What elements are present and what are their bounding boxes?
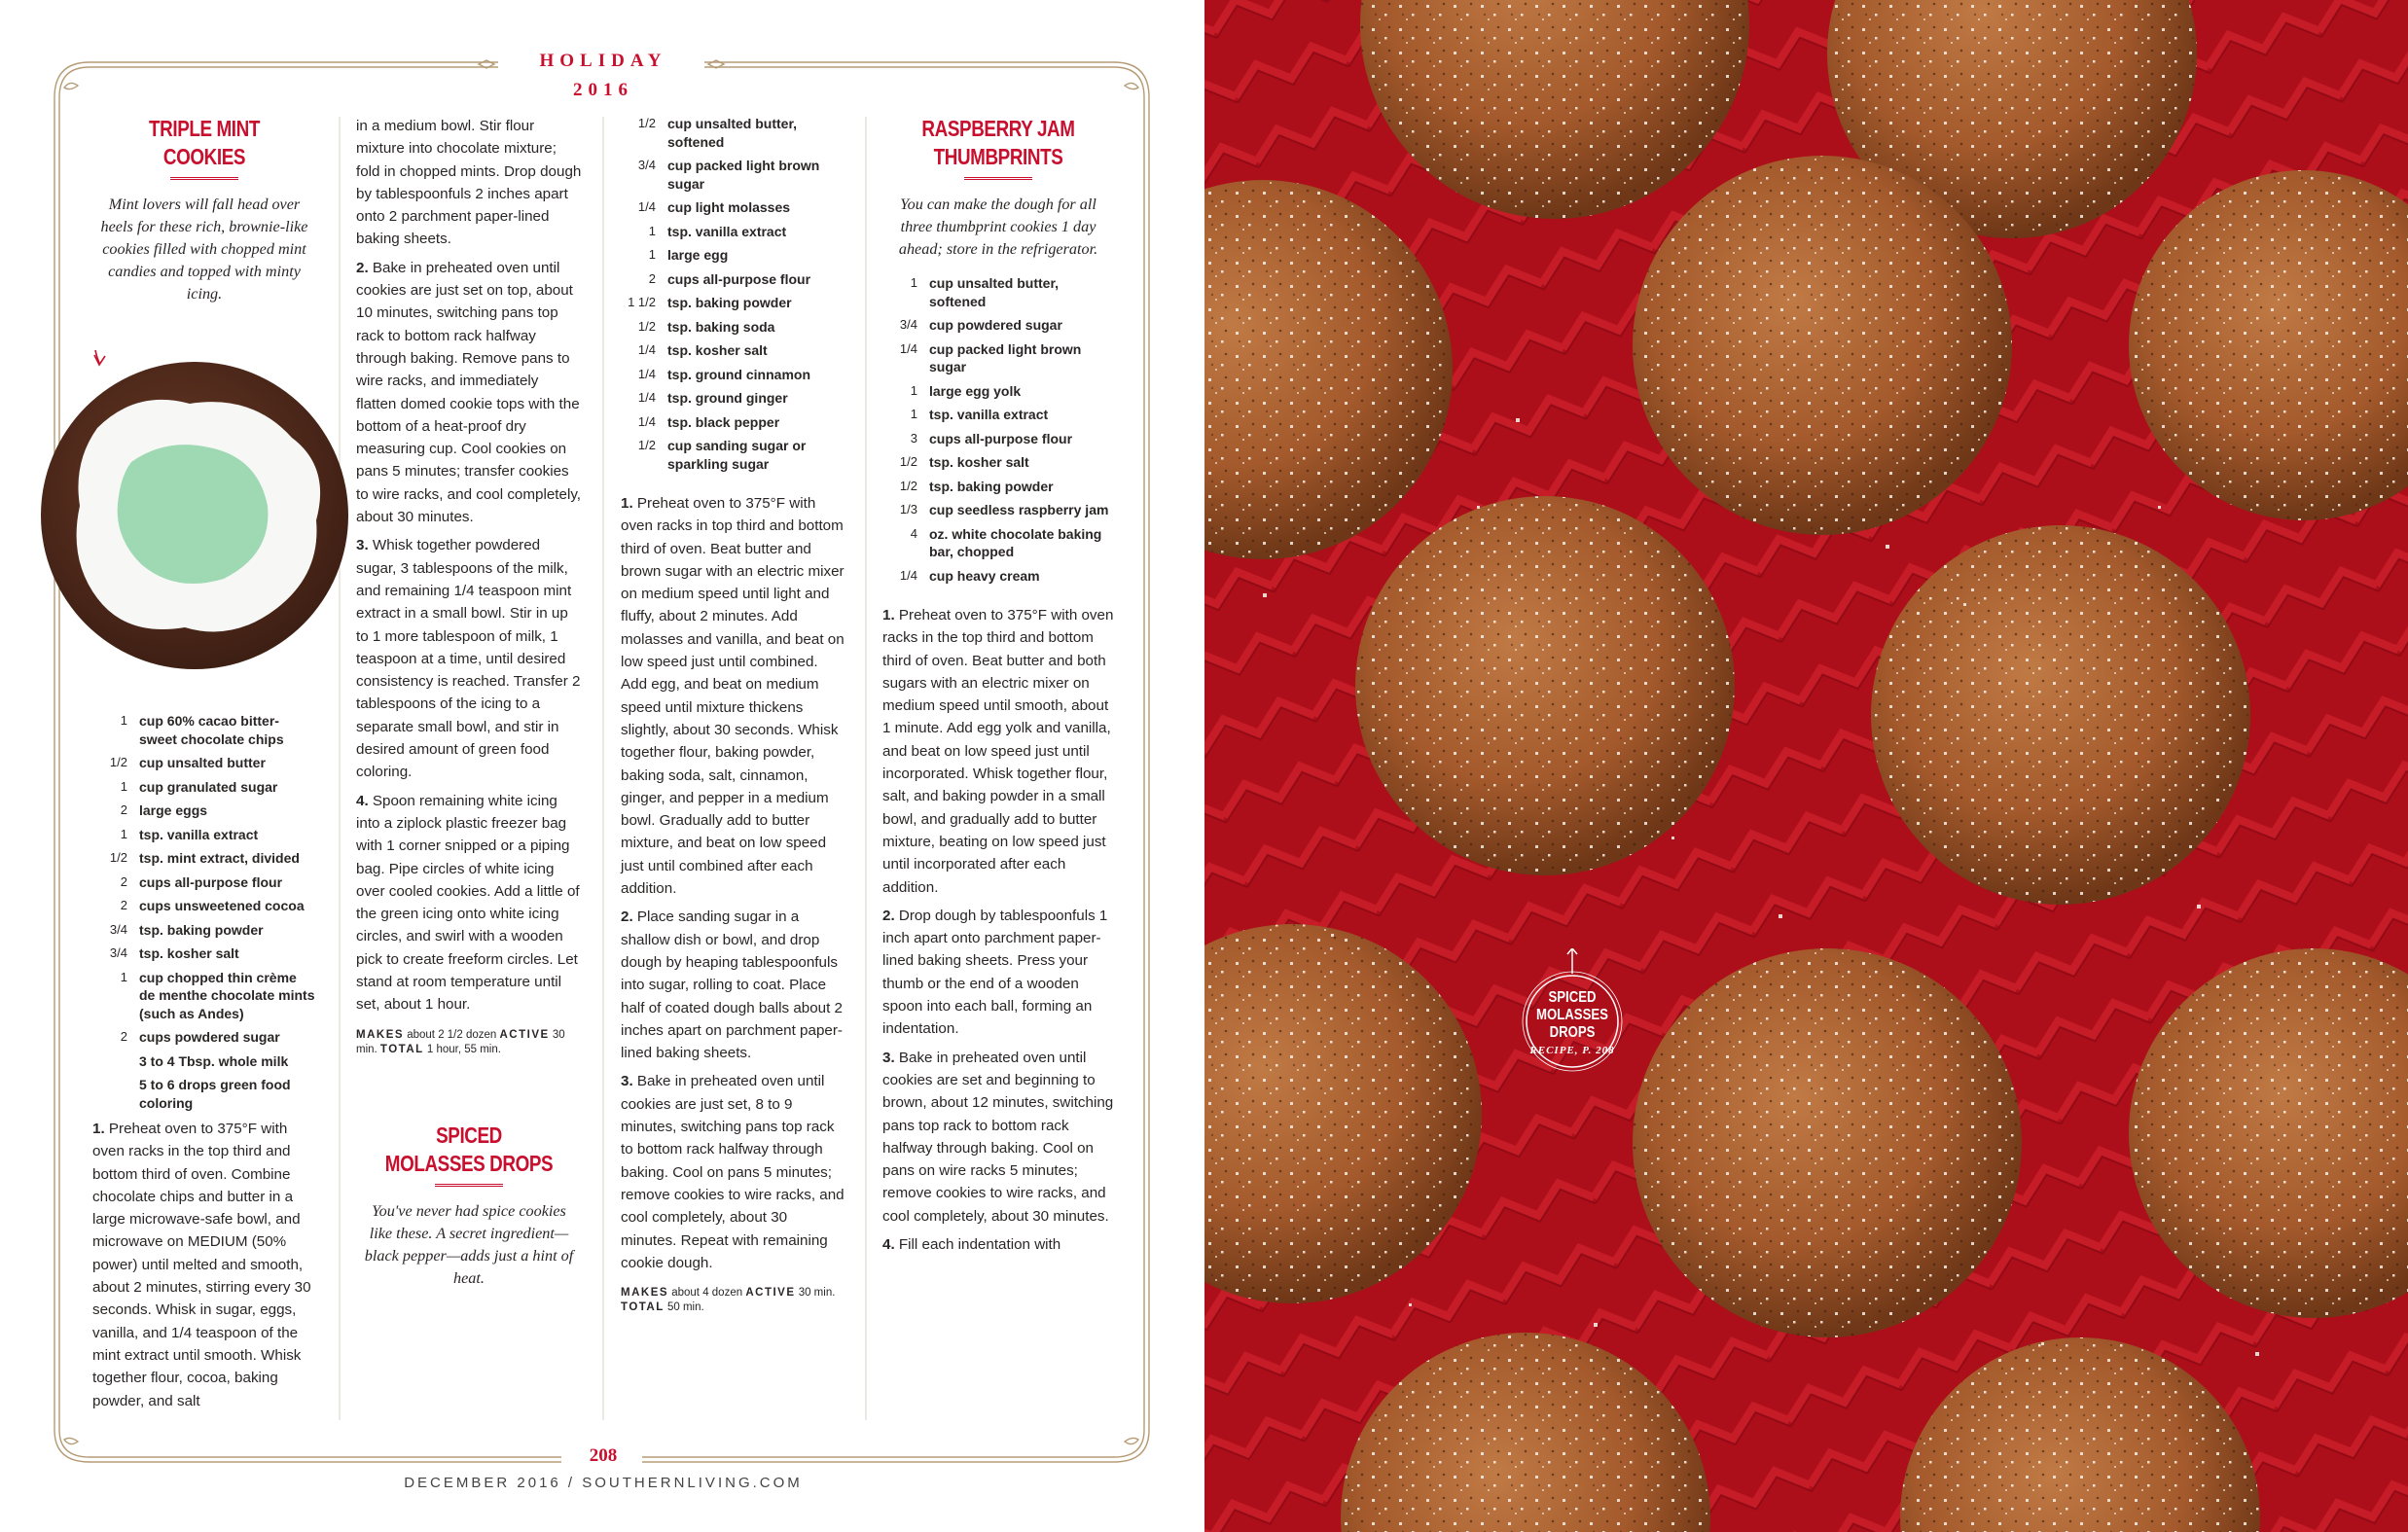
recipe-title-molasses-2: MOLASSES DROPS (384, 1150, 554, 1176)
ingredient-item: 1 cup unsalted butter, softened (910, 275, 1060, 309)
ingredient-item: 1/4 cup heavy cream (899, 567, 1040, 584)
ingredient-item: 1 cup 60% cacao bitter-sweet chocolate chips (120, 713, 284, 747)
recipe-step: 4. Fill each indentation with (882, 1236, 1061, 1254)
recipe-step: 2. Place sanding sugar in a shallow dish or bowl, and drop dough by heaping tablespoonfuls into sugar, rolling to coat. Place half of coated dough balls about 2 inches apart on parchment paper-lined baking sheets. (621, 909, 843, 1062)
ingredient-item: 1/2 tsp. mint extract, divided (109, 850, 300, 866)
title-rule (964, 177, 1032, 180)
ingredient-item: 1 tsp. vanilla extract (120, 826, 259, 842)
column-3 (621, 115, 846, 1315)
section-header: HOLIDAY 2016 (506, 47, 701, 76)
cookie (1633, 948, 2022, 1337)
ingredient-item: 3/4 tsp. baking powder (109, 921, 264, 938)
ingredients-list-raspberry (882, 274, 1114, 585)
ingredient-item: 1 large egg yolk (910, 382, 1022, 399)
recipe-step: 1. Preheat oven to 375°F with oven racks in the top third and bottom third of oven. Combine chocolate chips and butter in a large microwave-safe bowl, and microwave on MEDIUM (50% power) until melted and smooth, about 2 minutes, stirring every 30 seconds. Whisk in sugar, eggs, vanilla, and 1/4 teaspoon of the mint extract until smooth. Whisk together flour, cocoa, baking powder, and salt (92, 1121, 311, 1409)
column-1 (92, 115, 316, 1418)
ingredient-item: 3/4 cup powdered sugar (899, 317, 1062, 333)
recipe-step: 2. Bake in preheated oven until cookies are just set on top, about 10 minutes, switching pans top rack to bottom rack halfway through baking. Remove pans to wire racks, and immediately flatten domed cookie tops with the bottom of a heat-proof dry measuring cup. Cool cookies on pans 5 minutes; transfer cookies to wire racks, and cool completely, about 30 minutes. (356, 259, 582, 526)
ingredient-item: 1/4 tsp. black pepper (637, 413, 780, 430)
ingredient-item: 1 1/2 tsp. baking powder (628, 295, 792, 310)
recipe-step: 2. Drop dough by tablespoonfuls 1 inch apart onto parchment paper-lined baking sheets. Press your thumb or the end of a wooden spoon into each ball, forming an indentation. (882, 907, 1108, 1038)
ingredient-item: 1/4 tsp. kosher salt (637, 342, 768, 358)
title-rule (435, 1184, 503, 1187)
ingredient-item: 1 cup granulated sugar (120, 778, 278, 795)
badge-line-3: DROPS (1549, 1024, 1596, 1041)
column-4 (882, 115, 1114, 1262)
badge-line-1: SPICED (1548, 989, 1597, 1006)
recipe-yield: MAKES about 2 1/2 dozen ACTIVE 30 min. TOTAL 1 hour, 55 min. (356, 1028, 565, 1055)
ingredient-item: 1/4 cup packed light brown sugar (899, 340, 1082, 374)
ingredient-item: 3 cups all-purpose flour (910, 430, 1073, 446)
recipe-step-continued: in a medium bowl. Stir flour mixture into chocolate mixture; fold in chopped mints. Drop dough by tablespoonfuls 2 inches apart onto 2 parchment paper-lined baking sheets. (356, 118, 582, 248)
ingredient-item: 1 cup chopped thin crème de menthe chocolate mints (such as Andes) (120, 969, 315, 1021)
cookie-photo (1204, 0, 2408, 1532)
ingredient-item: 1 large egg (648, 247, 729, 263)
ingredient-item: 4 oz. white chocolate baking bar, chopped (910, 525, 1102, 559)
ingredient-item: 1 tsp. vanilla extract (648, 223, 787, 239)
recipe-intro-molasses: You've never had spice cookies like these. A secret ingredient—black pepper—adds just a hint of heat. (364, 1201, 574, 1287)
ingredient-item: 1/3 cup seedless raspberry jam (899, 502, 1109, 517)
cookie (1871, 525, 2250, 905)
ingredient-item: 1/2 tsp. kosher salt (899, 454, 1029, 470)
recipe-title-raspberry-1: RASPBERRY JAM (921, 116, 1075, 141)
recipe-title-raspberry-2: THUMBPRINTS (933, 144, 1063, 169)
ingredient-item: 1/2 tsp. baking soda (637, 318, 775, 335)
ingredient-item: 3/4 cup packed light brown sugar (637, 158, 820, 192)
ingredient-item: 1/4 tsp. ground ginger (637, 390, 788, 406)
recipe-step: 3. Bake in preheated oven until cookies are set and beginning to brown, about 12 minutes, switching pans top rack to bottom rack halfway through baking. Cool on pans on wire racks 5 minutes; remove cookies to wire racks, and cool completely, about 30 minutes. (882, 1049, 1114, 1225)
ingredient-item: 3/4 tsp. kosher salt (109, 945, 239, 961)
badge-page-ref: RECIPE, P. 208 (1529, 1045, 1615, 1056)
ingredient-item: 1/2 cup sanding sugar or sparkling sugar (637, 438, 807, 472)
title-rule (170, 177, 238, 180)
recipe-step: 1. Preheat oven to 375°F with oven racks in the top third and bottom third of oven. Beat butter and both sugars with an electric mixer on medium speed until smooth, about 1 minute. Add egg yolk and vanilla, and beat on low speed just until incorporated. Whisk together flour, salt, and baking powder in a small bowl, and gradually add to butter mixture, beating on low speed just until incorporated after each addition. (882, 607, 1114, 896)
recipe-intro-mint: Mint lovers will fall head over heels for these rich, brownie-like cookies filled with chopped mint candies and topped with minty icing. (100, 196, 308, 303)
cookie (1633, 156, 2012, 535)
recipe-step: 3. Bake in preheated oven until cookies are just set, 8 to 9 minutes, switching pans top rack to bottom rack halfway through baking. Cool on pans 5 minutes; remove cookies to wire racks, and cool completely, about 30 minutes. Repeat with remaining cookie dough. (621, 1073, 845, 1271)
ingredient-item: 2 cups unsweetened cocoa (120, 898, 305, 913)
footer-text: DECEMBER 2016 / SOUTHERNLIVING.COM (404, 1475, 803, 1491)
ingredient-item: 1 tsp. vanilla extract (910, 407, 1049, 422)
page-number: 208 (567, 1442, 639, 1471)
ingredient-item: 2 cups powdered sugar (120, 1029, 280, 1045)
ingredient-item: 2 large eggs (120, 802, 208, 818)
ingredient-item: 1/4 tsp. ground cinnamon (637, 366, 810, 382)
recipe-step: 4. Spoon remaining white icing into a ziplock plastic freezer bag with 1 corner snipped or a piping bag. Pipe circles of white icing over cooled cookies. Add a little of the green icing onto white icing circles, and swirl with a wooden pick to create freeform circles. Let stand at room temperature until set, about 1 hour. (356, 792, 580, 1014)
recipe-yield: MAKES about 4 dozen ACTIVE 30 min. TOTAL 50 min. (621, 1287, 836, 1314)
badge-line-2: MOLASSES (1536, 1007, 1608, 1023)
recipe-intro-raspberry: You can make the dough for all three thumbprint cookies 1 day ahead; store in the refrigerator. (898, 196, 1098, 258)
cookie (1355, 496, 1735, 875)
ingredient-item: 5 to 6 drops green food coloring (139, 1077, 291, 1111)
ingredient-item: 1/2 cup unsalted butter (109, 755, 266, 770)
recipe-step: 3. Whisk together powdered sugar, 3 tablespoons of the milk, and remaining 1/4 teaspoon mint extract in a small bowl. Stir in up to 1 more tablespoon of milk, 1 teaspoon at a time, until desired consistency is reached. Transfer 2 tablespoons of the icing to a separate small bowl, and stir in desired amount of green food coloring. (356, 537, 581, 781)
ingredient-item: 1/2 cup unsalted butter, softened (637, 116, 798, 150)
recipe-step: 1. Preheat oven to 375°F with oven racks in top third and bottom third of oven. Beat butter and brown sugar with an electric mixer on medium speed until light and fluffy, about 2 minutes. Add molasses and vanilla, and beat on low speed just until combined. Add egg, and beat on medium speed until mixture thickens slightly, about 30 seconds. Whisk together flour, baking powder, baking soda, salt, cinnamon, ginger, and pepper in a medium bowl. Gradually add to butter mixture, and beat on low speed just until combined after each addition. (621, 495, 845, 898)
ingredient-item: 3 to 4 Tbsp. whole milk (139, 1052, 289, 1069)
column-2 (356, 115, 582, 1290)
recipe-title-mint: TRIPLE MINT COOKIES (149, 116, 260, 169)
ingredient-item: 1/4 cup light molasses (637, 199, 791, 215)
ingredients-list-mint (92, 712, 316, 1112)
mint-cookie-image (29, 350, 375, 695)
ingredient-item: 2 cups all-purpose flour (120, 873, 283, 890)
recipe-title-molasses-1: SPICED (436, 1122, 502, 1148)
ingredient-item: 1/2 tsp. baking powder (899, 478, 1054, 494)
ingredients-list-molasses (621, 115, 846, 473)
recipe-callout-text (1499, 989, 1645, 1056)
ingredient-item: 2 cups all-purpose flour (648, 270, 811, 287)
